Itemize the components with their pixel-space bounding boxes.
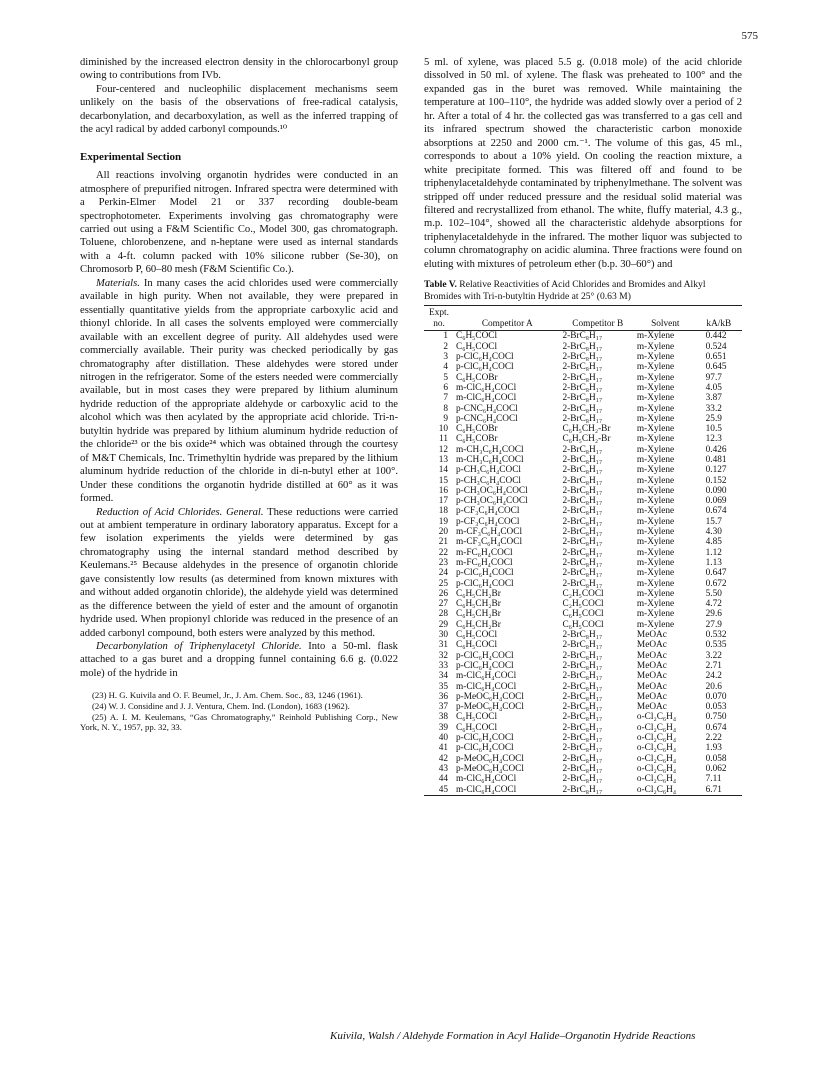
solvent-cell: m-Xylene: [636, 341, 675, 352]
expt-cell: 21: [438, 537, 448, 548]
paragraph: Reduction of Acid Chlorides. General. These reductions were carried out at ambient temperature in ordinary laboratory apparatus. Except for a few isolation experiments the yields were determined by gas chromatography using the internal standard method described by Keulemans.²⁵ Because aldehydes in the presence of organotin chloride gave consistently low results (as determined from known mixtures with and without added organotin chloride), the aldehyde yield was determined as the difference between the yield of ester and the amount of organotin hydride used. When propionyl chloride was reduced in the presence of an added carbonyl compound, both esters were analyzed by this method.: [80, 506, 398, 639]
expt-cell: 23: [438, 557, 448, 568]
ratio-cell: 7.11: [705, 774, 722, 785]
table-row: [424, 414, 742, 424]
competitor-b-cell: 2-BrC₈H₁₇: [562, 527, 603, 538]
ratio-cell: 0.535: [705, 640, 727, 651]
solvent-cell: m-Xylene: [636, 424, 675, 435]
competitor-a-cell: C₆H₅COCl: [456, 630, 498, 641]
expt-cell: 9: [443, 413, 448, 424]
ratio-cell: 0.062: [705, 763, 727, 774]
solvent-cell: m-Xylene: [636, 578, 675, 589]
solvent-cell: m-Xylene: [636, 547, 675, 558]
solvent-cell: m-Xylene: [636, 527, 675, 538]
paragraph: Decarbonylation of Triphenylacetyl Chloride. Into a 50-ml. flask attached to a gas buret and a dropping funnel containing 6.6 g. (0.022 mole) of the hydride in: [80, 641, 398, 679]
solvent-cell: o-Cl₂C₆H₄: [636, 712, 677, 723]
competitor-b-cell: 2-BrC₈H₁₇: [562, 331, 603, 342]
solvent-cell: m-Xylene: [636, 537, 675, 548]
expt-cell: 28: [438, 609, 448, 620]
table-row: [424, 486, 742, 496]
competitor-b-cell: 2-BrC₈H₁₇: [562, 712, 603, 723]
table-row: [424, 589, 742, 599]
table-row: [424, 465, 742, 475]
table-row: [424, 682, 742, 692]
solvent-cell: MeOAc: [636, 691, 667, 702]
competitor-b-cell: 2-BrC₈H₁₇: [562, 702, 603, 713]
competitor-b-cell: 2-BrC₈H₁₇: [562, 341, 603, 352]
competitor-a-cell: p-ClC₆H₄COCl: [456, 743, 514, 754]
competitor-a-cell: C₆H₅CH₂Br: [456, 609, 501, 620]
ratio-cell: 0.127: [705, 465, 727, 476]
solvent-cell: m-Xylene: [636, 485, 675, 496]
competitor-b-cell: 2-BrC₈H₁₇: [562, 393, 603, 404]
competitor-a-cell: C₆H₅CH₂Br: [456, 588, 501, 599]
competitor-a-cell: C₆H₅COBr: [456, 424, 498, 435]
competitor-b-cell: 2-BrC₈H₁₇: [562, 403, 603, 414]
running-footer: Kuivila, Walsh / Aldehyde Formation in Acyl Halide–Organotin Hydride Reactions: [330, 1030, 696, 1042]
expt-cell: 25: [438, 578, 448, 589]
solvent-cell: o-Cl₂C₆H₄: [636, 774, 677, 785]
competitor-b-cell: 2-BrC₈H₁₇: [561, 785, 635, 796]
expt-cell: 4: [443, 362, 448, 373]
table-row: [424, 548, 742, 558]
solvent-cell: MeOAc: [636, 681, 667, 692]
run-in-title: Reduction of Acid Chlorides. General.: [96, 506, 264, 518]
ratio-cell: 0.152: [705, 475, 727, 486]
references: [80, 690, 398, 732]
solvent-cell: o-Cl₂C₆H₄: [636, 722, 677, 733]
expt-cell: 6: [443, 382, 448, 393]
competitor-a-cell: p-ClC₆H₄COCl: [456, 578, 514, 589]
table-row: [424, 445, 742, 455]
expt-cell: 27: [438, 599, 448, 610]
expt-cell: 45: [424, 785, 454, 796]
competitor-b-cell: 2-BrC₈H₁₇: [562, 506, 603, 517]
competitor-a-cell: m-ClC₆H₄COCl: [456, 382, 517, 393]
ratio-cell: 0.532: [705, 630, 727, 641]
ratio-cell: 2.71: [705, 660, 722, 671]
competitor-a-cell: p-ClC₆H₄COCl: [456, 568, 514, 579]
table-row: [424, 352, 742, 362]
expt-cell: 8: [443, 403, 448, 414]
competitor-a-cell: p-MeOC₆H₄COCl: [456, 763, 524, 774]
expt-cell: 20: [438, 527, 448, 538]
competitor-b-cell: C₂H₅COCl: [562, 599, 604, 610]
competitor-a-cell: p-CNC₆H₄COCl: [456, 403, 518, 414]
solvent-cell: m-Xylene: [636, 619, 675, 630]
solvent-cell: m-Xylene: [636, 475, 675, 486]
competitor-a-cell: p-MeOC₆H₄COCl: [456, 691, 524, 702]
expt-cell: 3: [443, 352, 448, 363]
table-row: [424, 537, 742, 547]
solvent-cell: m-Xylene: [636, 568, 675, 579]
competitor-a-cell: m-ClC₆H₄COCl: [454, 785, 561, 796]
table-row: [424, 754, 742, 764]
ratio-cell: 6.71: [696, 785, 742, 796]
solvent-cell: MeOAc: [636, 630, 667, 641]
table-row: [424, 434, 742, 444]
competitor-b-cell: 2-BrC₈H₁₇: [562, 444, 603, 455]
table-row: [424, 496, 742, 506]
competitor-a-cell: p-CF₃C₆H₄COCl: [456, 516, 520, 527]
page-number: 575: [741, 30, 758, 42]
expt-cell: 17: [438, 496, 448, 507]
ratio-cell: 1.12: [705, 547, 722, 558]
competitor-b-cell: 2-BrC₈H₁₇: [562, 475, 603, 486]
expt-cell: 35: [438, 681, 448, 692]
section-heading: Experimental Section: [80, 150, 182, 163]
competitor-b-cell: 2-BrC₈H₁₇: [562, 362, 603, 373]
competitor-a-cell: m-FC₆H₄COCl: [456, 547, 513, 558]
solvent-cell: m-Xylene: [636, 609, 675, 620]
solvent-cell: m-Xylene: [636, 506, 675, 517]
ratio-cell: 4.72: [705, 599, 722, 610]
solvent-cell: m-Xylene: [636, 382, 675, 393]
ratio-cell: 1.93: [705, 743, 722, 754]
table-row: [424, 404, 742, 414]
table-caption: Table V. Relative Reactivities of Acid Chlorides and Bromides and Alkyl Bromides with Tri-n-butyltin Hydride at 25° (0.63 M): [424, 279, 706, 302]
ratio-cell: 25.9: [705, 413, 722, 424]
competitor-a-cell: m-ClC₆H₄COCl: [456, 774, 517, 785]
table-row: [424, 723, 742, 733]
expt-cell: 18: [438, 506, 448, 517]
competitor-b-cell: 2-BrC₈H₁₇: [562, 496, 603, 507]
ratio-cell: 0.481: [705, 455, 727, 465]
competitor-a-cell: C₆H₅COBr: [456, 434, 498, 445]
competitor-a-cell: p-ClC₆H₄COCl: [456, 733, 514, 744]
expt-cell: 1: [443, 331, 448, 342]
competitor-b-cell: 2-BrC₈H₁₇: [562, 578, 603, 589]
table-row: [424, 568, 742, 578]
table-row: [424, 671, 742, 681]
reference: (24) W. J. Considine and J. J. Ventura, Chem. Ind. (London), 1683 (1962).: [92, 700, 350, 711]
table-row: [424, 743, 742, 753]
table-row: [424, 579, 742, 589]
competitor-a-cell: p-MeOC₆H₄COCl: [456, 702, 524, 713]
solvent-cell: o-Cl₂C₆H₄: [635, 785, 696, 796]
paragraph: 5 ml. of xylene, was placed 5.5 g. (0.018 mole) of the acid chloride dissolved in 50 ml. of xylene. The flask was preheated to 100° and the expanded gas in the buret was removed. While maintaining the temperature at 100–110°, the hydride was added slowly over a period of 2 hr. After a total of 4 hr. the collected gas was transferred to a gas cell and its infrared spectrum showed the characteristic carbon monoxide absorptions at 2250 and 2000 cm.⁻¹. The volume of this gas, 45 ml., corresponds to about a 10% yield. On cooling the reaction mixture, a white precipitate formed. This was filtered off and found to be triphenylacetaldehyde contaminated by triphenylmethane. The solvent was stripped off under reduced pressure and the residual solid material was filtered and recrystallized from ethanol. The white, fluffy material, 4.3 g., m.p. 102–104°, showed all the characteristic aldehyde absorptions for triphenylacetaldehyde in the infrared. The mother liquor was subjected to column chromatography on acidic alumina. Three fractions were found on eluting with mixtures of petroleum ether (b.p. 30–60°) and: [424, 57, 742, 270]
competitor-a-cell: m-CH₃C₆H₄COCl: [456, 444, 524, 455]
competitor-b-cell: 2-BrC₈H₁₇: [562, 660, 603, 671]
competitor-b-cell: 2-BrC₈H₁₇: [562, 382, 603, 393]
ratio-cell: 10.5: [705, 424, 722, 435]
competitor-a-cell: p-MeOC₆H₄COCl: [456, 753, 524, 764]
solvent-cell: o-Cl₂C₆H₄: [636, 733, 677, 744]
table-row: [424, 712, 742, 722]
solvent-cell: m-Xylene: [636, 372, 675, 383]
competitor-a-cell: m-ClC₆H₄COCl: [456, 393, 517, 404]
ratio-cell: 4.85: [705, 537, 722, 548]
expt-cell: 22: [438, 547, 448, 558]
expt-cell: 14: [438, 465, 448, 476]
competitor-a-cell: C₆H₅CH₂Br: [456, 619, 501, 630]
table-row: [424, 733, 742, 743]
ratio-cell: 0.651: [705, 352, 727, 363]
expt-cell: 13: [438, 455, 448, 465]
solvent-cell: MeOAc: [636, 660, 667, 671]
table-body: [424, 331, 742, 795]
expt-cell: 41: [438, 743, 448, 754]
expt-cell: 42: [438, 753, 448, 764]
reference: (25) A. I. M. Keulemans, “Gas Chromatography,” Reinhold Publishing Corp., New York, N. Y., 1957, pp. 32, 33.: [80, 711, 398, 733]
competitor-b-cell: 2-BrC₈H₁₇: [562, 352, 603, 363]
expt-cell: 11: [439, 434, 448, 445]
ratio-cell: 1.13: [705, 557, 722, 568]
ratio-cell: 33.2: [705, 403, 722, 414]
competitor-a-cell: p-ClC₆H₄COCl: [456, 352, 514, 363]
competitor-a-cell: p-CNC₆H₄COCl: [456, 413, 518, 424]
ratio-cell: 24.2: [705, 671, 722, 682]
competitor-b-cell: 2-BrC₈H₁₇: [562, 547, 603, 558]
competitor-a-cell: m-CF₃C₆H₄COCl: [456, 527, 523, 538]
competitor-a-cell: m-ClC₆H₄COCl: [456, 671, 517, 682]
competitor-b-cell: 2-BrC₈H₁₇: [562, 413, 603, 424]
competitor-a-cell: p-ClC₆H₄COCl: [456, 650, 514, 661]
ratio-cell: 0.674: [705, 506, 727, 517]
ratio-cell: 0.645: [705, 362, 727, 373]
competitor-a-cell: C₆H₅COCl: [456, 712, 498, 723]
expt-cell: 30: [438, 630, 448, 641]
ratio-cell: 12.3: [705, 434, 722, 445]
ratio-cell: 0.442: [705, 331, 727, 342]
solvent-cell: o-Cl₂C₆H₄: [636, 753, 677, 764]
table-row: [424, 527, 742, 537]
competitor-b-cell: 2-BrC₈H₁₇: [562, 681, 603, 692]
table-row: [424, 774, 742, 784]
expt-cell: 26: [438, 588, 448, 599]
solvent-cell: m-Xylene: [636, 516, 675, 527]
expt-cell: 5: [443, 372, 448, 383]
expt-cell: 16: [438, 485, 448, 496]
competitor-a-cell: C₆H₅COCl: [456, 331, 498, 342]
solvent-cell: o-Cl₂C₆H₄: [636, 743, 677, 754]
table-row: [424, 661, 742, 671]
competitor-b-cell: C₆H₅COCl: [562, 609, 604, 620]
expt-cell: 15: [438, 475, 448, 486]
ratio-cell: 0.053: [705, 702, 727, 713]
competitor-a-cell: C₆H₅COCl: [456, 640, 498, 651]
ratio-cell: 0.672: [705, 578, 727, 589]
table-row: [424, 702, 742, 712]
competitor-b-cell: 2-BrC₈H₁₇: [562, 733, 603, 744]
table-row: [424, 764, 742, 774]
ratio-cell: 15.7: [705, 516, 722, 527]
competitor-b-cell: 2-BrC₈H₁₇: [562, 650, 603, 661]
ratio-cell: 4.30: [705, 527, 722, 538]
solvent-cell: MeOAc: [636, 702, 667, 713]
expt-cell: 39: [438, 722, 448, 733]
expt-cell: 33: [438, 660, 448, 671]
expt-cell: 10: [438, 424, 448, 435]
solvent-cell: m-Xylene: [636, 455, 675, 465]
competitor-a-cell: p-ClC₆H₄COCl: [456, 362, 514, 373]
right-column: [424, 56, 742, 796]
expt-cell: 40: [438, 733, 448, 744]
table-row: [424, 620, 742, 630]
solvent-cell: m-Xylene: [636, 588, 675, 599]
competitor-b-cell: C₆H₅CH₂-Br: [562, 424, 611, 435]
table-row: [424, 599, 742, 609]
expt-cell: 36: [438, 691, 448, 702]
ratio-cell: 0.090: [705, 485, 727, 496]
competitor-a-cell: p-CF₃C₆H₄COCl: [456, 506, 520, 517]
table-row: [424, 383, 742, 393]
competitor-a-cell: m-CH₃C₆H₄COCl: [456, 455, 524, 465]
table-row: [424, 517, 742, 527]
expt-cell: 31: [438, 640, 448, 651]
ratio-cell: 0.674: [705, 722, 727, 733]
ratio-cell: 5.50: [705, 588, 722, 599]
expt-cell: 12: [438, 444, 448, 455]
ratio-cell: 0.647: [705, 568, 727, 579]
expt-cell: 34: [438, 671, 448, 682]
ratio-cell: 97.7: [705, 372, 722, 383]
run-in-title: Decarbonylation of Triphenylacetyl Chloride.: [96, 641, 302, 653]
solvent-cell: MeOAc: [636, 671, 667, 682]
column-header: kA/kB: [696, 306, 742, 331]
competitor-a-cell: p-CH₃OC₆H₄COCl: [456, 496, 528, 507]
competitor-a-cell: p-CH₃OC₆H₄COCl: [456, 485, 528, 496]
paragraph: diminished by the increased electron density in the chlorocarbonyl group owing to contributions from IVb.: [80, 57, 398, 82]
competitor-b-cell: 2-BrC₈H₁₇: [562, 774, 603, 785]
competitor-b-cell: C₆H₅CH₂-Br: [562, 434, 611, 445]
expt-cell: 19: [438, 516, 448, 527]
competitor-a-cell: m-ClC₆H₄COCl: [456, 681, 517, 692]
table-row: [424, 362, 742, 372]
solvent-cell: m-Xylene: [636, 434, 675, 445]
paragraph: All reactions involving organotin hydrides were conducted in an atmosphere of prepurified nitrogen. Infrared spectra were determined with a Perkin-Elmer Model 21 or 337 recording double-beam spectrophotometer. Experiments involving gas chromatography were carried out using a F&M Scientific Co., Model 300, gas chromatograph. Toluene, chlorobenzene, and n-heptane were used as internal standards with a 4-ft. column packed with 10% silicone rubber (Se-30), on Chromosorb P, 60–80 mesh (F&M Scientific Co.).: [80, 170, 398, 276]
solvent-cell: o-Cl₂C₆H₄: [636, 763, 677, 774]
table-row: [424, 373, 742, 383]
ratio-cell: 0.069: [705, 496, 727, 507]
expt-cell: 2: [443, 341, 448, 352]
competitor-b-cell: 2-BrC₈H₁₇: [562, 557, 603, 568]
competitor-a-cell: C₆H₅CH₂Br: [456, 599, 501, 610]
table-row: [424, 342, 742, 352]
competitor-a-cell: C₆H₅COCl: [456, 341, 498, 352]
table-row: [424, 609, 742, 619]
ratio-cell: 0.070: [705, 691, 727, 702]
paragraph: Materials. In many cases the acid chlorides used were commercially available in high purity. When not available, they were prepared in essentially quantitative yields from the appropriate carboxylic acid and thionyl chloride. In all cases the solvents employed were commercially available with an excellent degree of purity. All aldehydes used were commercially available. Their purity was checked periodically by gas chromatography after distillation. These aldehydes were stored under nitrogen in the refrigerator. Some of the esters needed were commercially available, but in most cases they were prepared by lithium aluminum hydride reduction of the appropriate aldehyde or carboxylic acid to the alcohol which was then acylated by the appropriate acid chloride. Tri-n-butyltin hydride was prepared by lithium aluminum hydride reduction of the chloride²³ or the bis oxide²⁴ which was obtained through the courtesy of M&T Chemicals, Inc. Trimethyltin hydride was prepared by the lithium aluminum hydride reduction of the chloride in di-n-butyl ether at 100°. Under these conditions the organotin hydride distilled at 60° as it was formed.: [80, 277, 398, 505]
table-row: [424, 455, 742, 465]
expt-cell: 44: [438, 774, 448, 785]
solvent-cell: m-Xylene: [636, 352, 675, 363]
reactivity-table: [424, 305, 742, 795]
solvent-cell: m-Xylene: [636, 557, 675, 568]
competitor-b-cell: 2-BrC₈H₁₇: [562, 485, 603, 496]
competitor-b-cell: 2-BrC₈H₁₇: [562, 691, 603, 702]
ratio-cell: 20.6: [705, 681, 722, 692]
competitor-b-cell: 2-BrC₈H₁₇: [562, 722, 603, 733]
competitor-b-cell: C₆H₅COCl: [562, 619, 604, 630]
table-row: [424, 476, 742, 486]
competitor-b-cell: 2-BrC₈H₁₇: [562, 455, 603, 465]
solvent-cell: m-Xylene: [636, 403, 675, 414]
table-row: [424, 506, 742, 516]
expt-cell: 7: [443, 393, 448, 404]
table-row: [424, 424, 742, 434]
ratio-cell: 27.9: [705, 619, 722, 630]
column-header: Competitor A: [454, 306, 561, 331]
ratio-cell: 3.22: [705, 650, 722, 661]
table-row: [424, 785, 742, 796]
ratio-cell: 29.6: [705, 609, 722, 620]
competitor-a-cell: C₆H₅COCl: [456, 722, 498, 733]
ratio-cell: 2.22: [705, 733, 722, 744]
ratio-cell: 0.750: [705, 712, 727, 723]
solvent-cell: m-Xylene: [636, 465, 675, 476]
competitor-b-cell: C₂H₅COCl: [562, 588, 604, 599]
table-row: [424, 630, 742, 640]
paragraph: Four-centered and nucleophilic displacement mechanisms seem unlikely on the basis of the observations of free-radical catalysis, decarbonylation, and decarboxylation, as well as the inferred trapping of the acyl radical by added carbonyl compounds.¹⁰: [80, 83, 398, 136]
competitor-a-cell: p-CH₃C₆H₄COCl: [456, 465, 521, 476]
table-row: [424, 558, 742, 568]
reference: (23) H. G. Kuivila and O. F. Beumel, Jr., J. Am. Chem. Soc., 83, 1246 (1961).: [92, 690, 363, 701]
solvent-cell: MeOAc: [636, 650, 667, 661]
competitor-b-cell: 2-BrC₈H₁₇: [562, 516, 603, 527]
solvent-cell: m-Xylene: [636, 599, 675, 610]
ratio-cell: 0.426: [705, 444, 727, 455]
competitor-a-cell: p-ClC₆H₄COCl: [456, 660, 514, 671]
solvent-cell: m-Xylene: [636, 331, 675, 342]
expt-cell: 43: [438, 763, 448, 774]
competitor-a-cell: m-CF₃C₆H₄COCl: [456, 537, 523, 548]
table-label: Table V.: [424, 279, 457, 291]
competitor-b-cell: 2-BrC₈H₁₇: [562, 763, 603, 774]
table-row: [424, 331, 742, 342]
ratio-cell: 3.87: [705, 393, 722, 404]
competitor-b-cell: 2-BrC₈H₁₇: [562, 630, 603, 641]
competitor-b-cell: 2-BrC₈H₁₇: [562, 640, 603, 651]
competitor-a-cell: C₆H₅COBr: [456, 372, 498, 383]
expt-cell: 37: [438, 702, 448, 713]
ratio-cell: 4.05: [705, 382, 722, 393]
expt-cell: 24: [438, 568, 448, 579]
solvent-cell: m-Xylene: [636, 496, 675, 507]
competitor-b-cell: 2-BrC₈H₁₇: [562, 743, 603, 754]
expt-cell: 29: [438, 619, 448, 630]
expt-cell: 38: [438, 712, 448, 723]
competitor-b-cell: 2-BrC₈H₁₇: [562, 671, 603, 682]
competitor-b-cell: 2-BrC₈H₁₇: [562, 537, 603, 548]
solvent-cell: MeOAc: [636, 640, 667, 651]
column-header: Expt. no.: [424, 306, 454, 331]
column-header: Competitor B: [561, 306, 635, 331]
solvent-cell: m-Xylene: [636, 444, 675, 455]
table-row: [424, 393, 742, 403]
ratio-cell: 0.058: [705, 753, 727, 764]
run-in-title: Materials.: [96, 277, 140, 289]
ratio-cell: 0.524: [705, 341, 727, 352]
left-column: [80, 56, 398, 733]
table-row: [424, 651, 742, 661]
expt-cell: 32: [438, 650, 448, 661]
solvent-cell: m-Xylene: [636, 362, 675, 373]
competitor-b-cell: 2-BrC₈H₁₇: [562, 568, 603, 579]
competitor-b-cell: 2-BrC₈H₁₇: [562, 372, 603, 383]
table-row: [424, 692, 742, 702]
table-row: [424, 640, 742, 650]
column-header: Solvent: [635, 306, 696, 331]
competitor-b-cell: 2-BrC₈H₁₇: [562, 465, 603, 476]
solvent-cell: m-Xylene: [636, 393, 675, 404]
competitor-a-cell: p-CH₃C₆H₄COCl: [456, 475, 521, 486]
competitor-b-cell: 2-BrC₈H₁₇: [562, 753, 603, 764]
solvent-cell: m-Xylene: [636, 413, 675, 424]
competitor-a-cell: m-FC₆H₄COCl: [456, 557, 513, 568]
